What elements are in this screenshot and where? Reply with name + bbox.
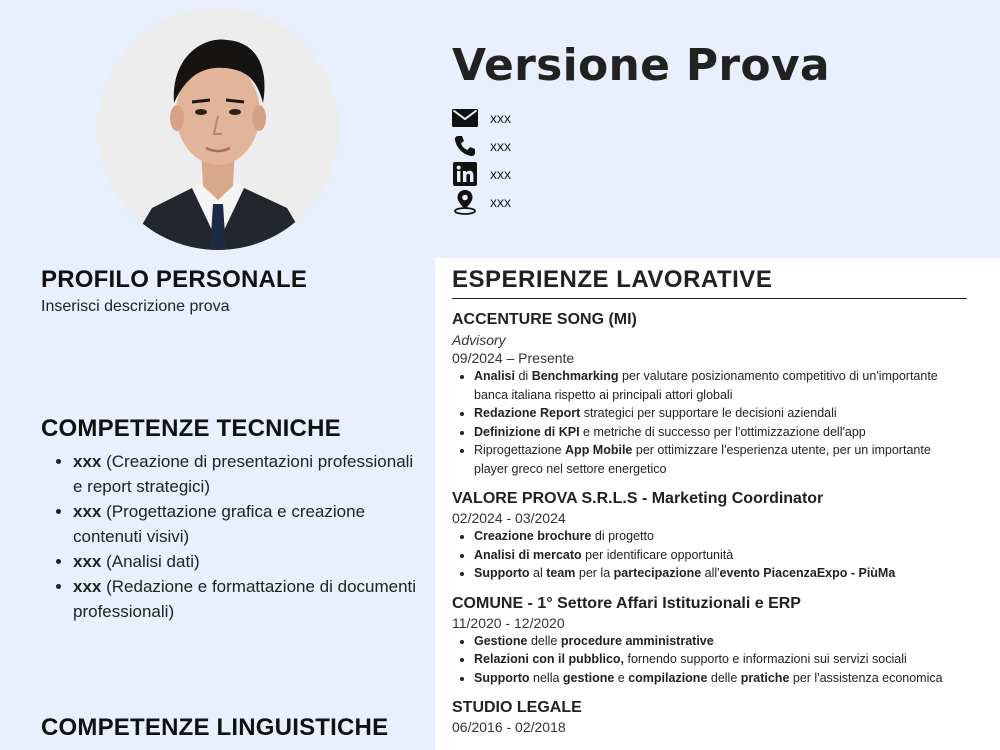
bullet-bold-text: Definizione di KPI (474, 424, 580, 439)
contact-location-text: xxx (490, 194, 511, 210)
skill-item (73, 574, 421, 624)
skill-description: (Redazione e formattazione di documenti professionali) (73, 577, 417, 621)
job-bullet (474, 423, 967, 442)
skill-name: xxx (73, 452, 102, 471)
bullet-bold-text: Supporto (474, 566, 530, 580)
candidate-name: Versione Prova (452, 40, 830, 91)
bullet-bold-text: Benchmarking (531, 369, 619, 383)
job-bullet (474, 650, 967, 669)
job-bullet (474, 367, 967, 404)
bullet-bold-text: team (546, 566, 576, 580)
job-entry (452, 699, 967, 735)
bullet-text: per valutare posizionamento competitivo di un'importante banca italiana rispetto ai principali attori globali (474, 369, 938, 402)
bullet-text: di (515, 369, 532, 383)
contact-list (452, 104, 511, 216)
job-dates: 09/2024 – Presente (452, 350, 575, 366)
profile-title: PROFILO PERSONALE (41, 266, 308, 293)
languages-section (41, 714, 421, 742)
job-list (452, 311, 967, 735)
skills-title: COMPETENZE TECNICHE (41, 415, 341, 442)
job-bullets (452, 527, 967, 583)
bullet-bold-text: Gestione (474, 633, 528, 648)
skill-name: xxx (73, 552, 102, 571)
bullet-text: Riprogettazione (474, 443, 566, 457)
bullet-text: per l'assistenza economica (789, 670, 943, 685)
portrait-image (97, 8, 339, 250)
bullet-bold-text: Relazioni con il pubblico, (474, 652, 625, 666)
skill-name: xxx (73, 577, 102, 596)
skills-list (41, 449, 421, 624)
bullet-text: al (529, 566, 547, 580)
bullet-text: fornendo supporto e informazioni sui servizi sociali (624, 652, 907, 666)
job-bullets (452, 367, 967, 478)
bullet-bold-text: gestione (562, 670, 615, 685)
job-bullet (474, 669, 967, 688)
contact-phone (452, 132, 511, 160)
profile-section (41, 266, 421, 316)
bullet-bold-text: Analisi (474, 369, 515, 383)
bullet-bold-text: compilazione (628, 670, 708, 685)
skill-name: xxx (73, 502, 102, 521)
job-bullet (474, 546, 967, 565)
job-role: Advisory (452, 332, 506, 348)
phone-icon (452, 134, 478, 158)
bullet-text: delle (527, 633, 561, 648)
bullet-text: all' (701, 566, 720, 580)
contact-phone-text: xxx (490, 138, 511, 154)
skill-item (73, 449, 421, 499)
mail-icon (452, 106, 478, 130)
job-company: ACCENTURE SONG (MI) (452, 311, 637, 328)
job-entry (452, 490, 967, 583)
job-company: COMUNE - 1° Settore Affari Istituzionali e ERP (452, 594, 801, 612)
job-bullet (474, 441, 967, 478)
contact-email (452, 104, 511, 132)
job-entry (452, 595, 967, 688)
bullet-text: e metriche di successo per l'ottimizzazione dell'app (579, 424, 866, 439)
bullet-text: delle (707, 670, 741, 685)
bullet-bold-text: partecipazione (613, 566, 702, 580)
experience-title: ESPERIENZE LAVORATIVE (452, 266, 967, 299)
profile-photo (97, 8, 339, 250)
job-bullet (474, 527, 967, 546)
skill-description: (Creazione di presentazioni professionali e report strategici) (73, 452, 414, 496)
bullet-bold-text: Redazione Report (474, 406, 581, 420)
job-dates: 02/2024 - 03/2024 (452, 510, 566, 526)
bullet-text: di progetto (591, 529, 654, 543)
bullet-text: per identificare opportunità (581, 547, 734, 562)
bullet-text: per ottimizzare l'esperienza utente, per un importante player greco nel settore energetico (474, 443, 931, 476)
job-dates: 11/2020 - 12/2020 (452, 614, 565, 631)
experience-section (452, 266, 967, 735)
job-bullet (474, 404, 967, 423)
skills-section (41, 415, 421, 624)
bullet-text: e (614, 670, 629, 685)
contact-linkedin-text: xxx (490, 166, 511, 182)
job-company: VALORE PROVA S.R.L.S - Marketing Coordinator (452, 490, 824, 507)
bullet-bold-text: App Mobile (565, 443, 633, 457)
bullet-bold-text: procedure amministrative (560, 633, 714, 648)
contact-location (452, 188, 511, 216)
job-bullets (452, 632, 967, 688)
bullet-bold-text: evento PiacenzaExpo - PiùMa (719, 566, 896, 580)
location-pin-icon (452, 190, 478, 214)
languages-title: COMPETENZE LINGUISTICHE (41, 714, 389, 741)
bullet-bold-text: Analisi di mercato (474, 547, 582, 562)
contact-email-text: xxx (490, 110, 511, 126)
contact-linkedin (452, 160, 511, 188)
bullet-text: per la (575, 566, 614, 580)
bullet-bold-text: pratiche (740, 670, 790, 685)
job-dates: 06/2016 - 02/2018 (452, 719, 566, 735)
bullet-text: nella (529, 670, 563, 685)
job-company: STUDIO LEGALE (452, 699, 582, 716)
skill-description: (Progettazione grafica e creazione contenuti visivi) (73, 502, 366, 546)
bullet-bold-text: Supporto (474, 670, 530, 685)
linkedin-icon (452, 162, 478, 186)
job-bullet (474, 564, 967, 583)
bullet-text: strategici per supportare le decisioni aziendali (580, 406, 837, 420)
skill-description: (Analisi dati) (101, 552, 200, 571)
profile-text: Inserisci descrizione prova (41, 298, 230, 315)
job-entry (452, 311, 967, 478)
job-bullet (474, 632, 967, 651)
skill-item (73, 499, 421, 549)
bullet-bold-text: Creazione brochure (474, 529, 592, 543)
skill-item (73, 549, 421, 574)
